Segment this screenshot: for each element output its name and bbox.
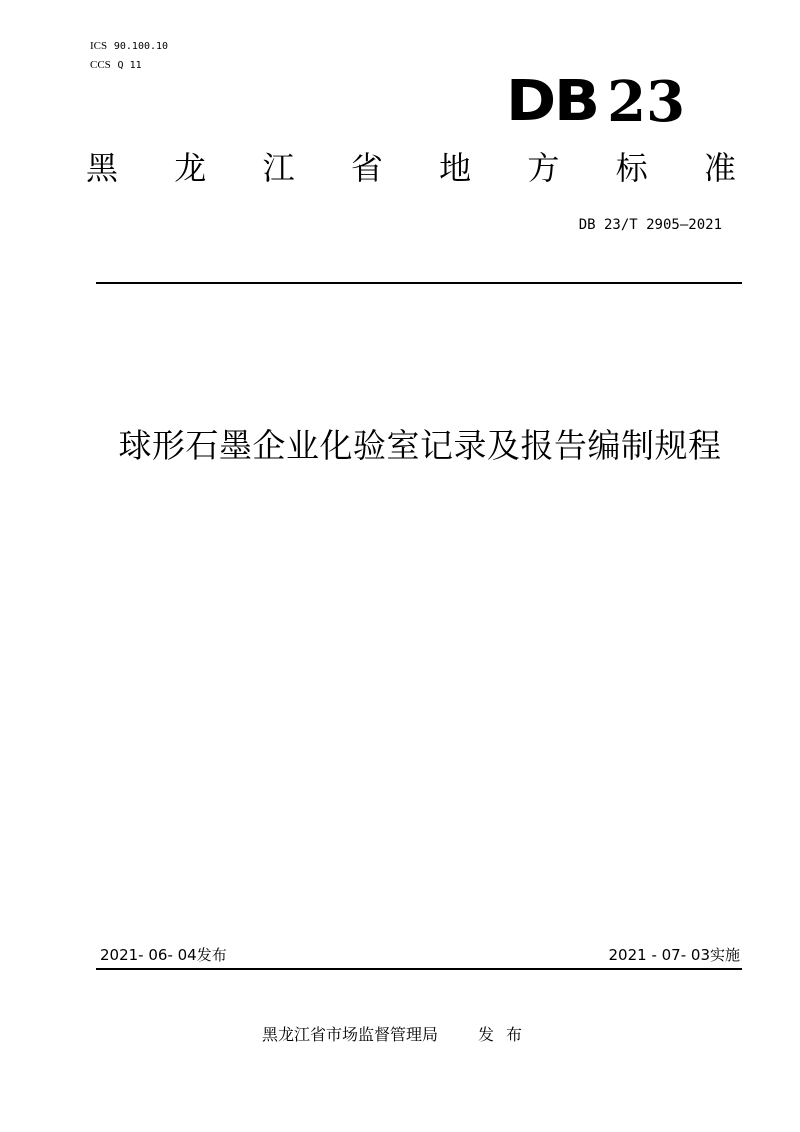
logo-number: 23: [607, 69, 686, 135]
ccs-label: CCS: [90, 59, 111, 71]
db23-logo: [506, 66, 686, 135]
publisher-line: [262, 1024, 534, 1046]
ccs-code: [90, 58, 142, 73]
standard-type-char: 省: [350, 149, 383, 187]
logo-db-text: DB: [506, 69, 598, 134]
standard-number: DB 23/T 2905—2021: [578, 217, 722, 233]
ics-value: 90.100.10: [113, 41, 169, 52]
ics-label: ICS: [90, 40, 108, 52]
publisher-name: 黑龙江省市场监督管理局: [262, 1025, 439, 1044]
standard-type-char: 地: [439, 149, 472, 187]
publisher-action: 发布: [478, 1025, 535, 1044]
ccs-value: Q 11: [117, 60, 142, 71]
standard-type-char: 准: [703, 149, 736, 187]
bottom-divider: [96, 968, 742, 970]
standard-type-char: 黑: [86, 149, 119, 187]
standard-type-char: 标: [615, 149, 648, 187]
implementation-date: 2021 - 07- 03实施: [608, 946, 740, 964]
standard-type-char: 江: [262, 149, 295, 187]
document-title: 球形石墨企业化验室记录及报告编制规程: [118, 426, 722, 465]
standard-type-char: 龙: [174, 149, 207, 187]
ics-code: [90, 39, 168, 54]
issue-date: 2021- 06- 04发布: [100, 946, 227, 964]
standard-type-char: 方: [527, 149, 560, 187]
standard-type-heading: [86, 148, 736, 188]
top-divider: [96, 282, 742, 284]
